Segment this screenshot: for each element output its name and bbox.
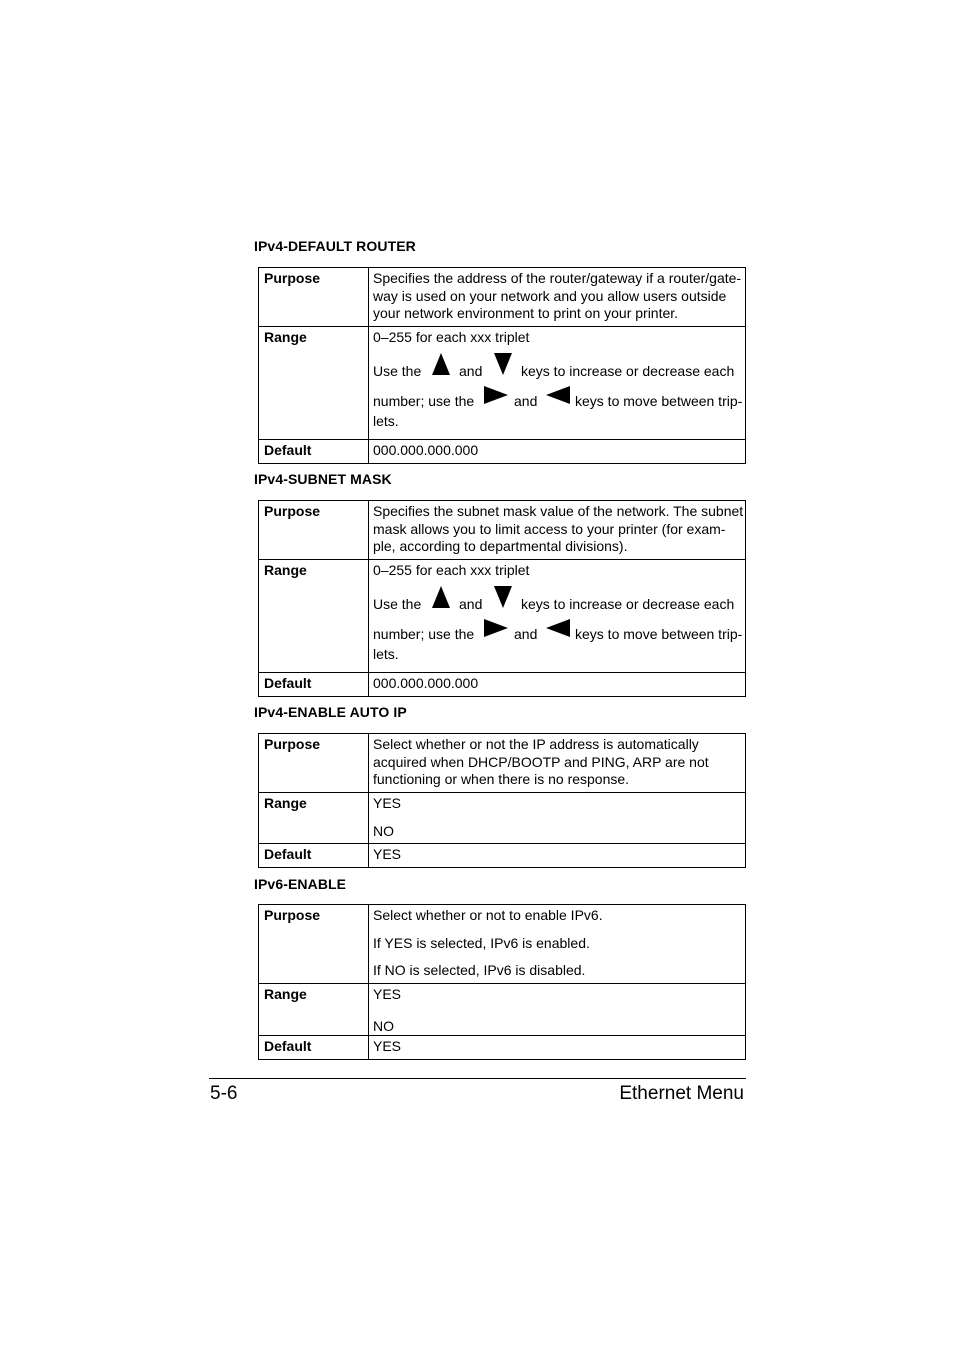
right-arrow-icon [484,386,508,404]
row-label: Default [259,440,369,464]
instruction-text: and [514,625,538,642]
footer-rule [209,1078,746,1079]
down-arrow-icon [494,586,512,608]
purpose-text: If YES is selected, IPv6 is enabled. [373,934,590,951]
range-option: NO [373,1017,394,1034]
range-text: 0–255 for each xxx triplet [373,562,530,578]
row-label: Default [259,844,369,868]
row-label: Default [259,673,369,697]
row-value [369,793,746,844]
chapter-title: Ethernet Menu [619,1083,744,1104]
row-value [369,984,746,1036]
row-label: Purpose [259,905,369,984]
table-row [259,327,746,440]
left-arrow-icon [546,386,570,404]
keys-instruction [373,383,745,411]
instruction-text: and [459,595,483,612]
row-label: Range [259,327,369,440]
range-text: 0–255 for each xxx triplet [373,329,530,345]
purpose-text: If NO is selected, IPv6 is disabled. [373,962,586,978]
down-arrow-icon [494,353,512,375]
left-arrow-icon [546,619,570,637]
range-option: NO [373,822,394,839]
row-label: Range [259,984,369,1036]
table-row [259,984,746,1036]
row-label: Purpose [259,734,369,793]
instruction-text: keys to move between trip- [575,625,743,642]
settings-table [258,904,746,1060]
row-value: 000.000.000.000 [369,440,746,464]
instruction-text: lets. [373,645,399,662]
table-row [259,905,746,984]
table-row [259,793,746,844]
row-label: Range [259,560,369,673]
range-option: YES [373,986,402,1002]
instruction-text: lets. [373,412,399,429]
purpose-text: Specifies the subnet mask value of the network. The subnet mask allows you to limit access to your printer (for exam- ple, according to departmental divisions). [373,503,744,554]
keys-instruction [373,353,745,381]
table-row [259,501,746,560]
up-arrow-icon [432,586,450,608]
table-row [259,673,746,697]
section-heading: IPv6-ENABLE [254,876,347,892]
row-value [369,905,746,984]
row-label: Purpose [259,268,369,327]
keys-instruction [373,586,745,614]
row-value: YES [369,1036,746,1060]
row-value [369,560,746,673]
instruction-text: keys to increase or decrease each [521,362,735,379]
table-row [259,560,746,673]
section-heading: IPv4-DEFAULT ROUTER [254,238,416,254]
settings-table [258,267,746,464]
instruction-text: keys to move between trip- [575,392,743,409]
instruction-text: Use the [373,595,422,612]
range-option: YES [373,795,402,811]
page-number: 5-6 [210,1083,238,1104]
table-row [259,734,746,793]
instruction-text: number; use the [373,625,475,642]
purpose-text: Select whether or not to enable IPv6. [373,907,603,923]
table-row [259,1036,746,1060]
settings-table [258,500,746,697]
instruction-text: Use the [373,362,422,379]
section-heading: IPv4-SUBNET MASK [254,471,392,487]
table-row [259,268,746,327]
instruction-text: number; use the [373,392,475,409]
row-value [369,268,746,327]
row-value [369,327,746,440]
section-heading: IPv4-ENABLE AUTO IP [254,704,407,720]
right-arrow-icon [484,619,508,637]
settings-table [258,733,746,868]
row-value: YES [369,844,746,868]
table-row [259,440,746,464]
row-label: Purpose [259,501,369,560]
purpose-text: Select whether or not the IP address is automatically acquired when DHCP/BOOTP and PING, ARP are not functioning or when there is no response. [373,736,709,787]
row-value [369,734,746,793]
keys-instruction [373,616,745,644]
instruction-text: and [459,362,483,379]
up-arrow-icon [432,353,450,375]
row-label: Range [259,793,369,844]
purpose-text: Specifies the address of the router/gateway if a router/gate- way is used on your network and you allow users outside your network environment to print on your printer. [373,270,742,321]
table-row [259,844,746,868]
row-value: 000.000.000.000 [369,673,746,697]
row-value [369,501,746,560]
instruction-text: and [514,392,538,409]
row-label: Default [259,1036,369,1060]
instruction-text: keys to increase or decrease each [521,595,735,612]
